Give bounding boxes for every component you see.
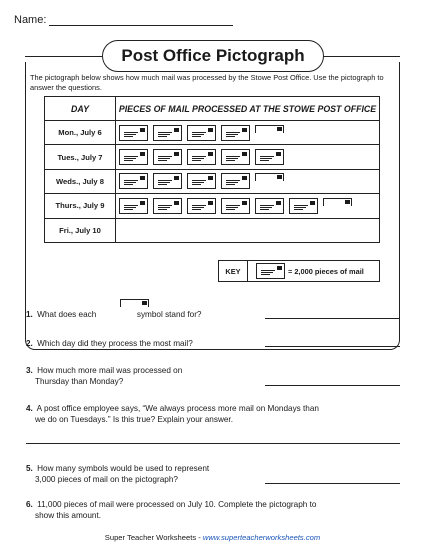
question-2 bbox=[26, 338, 193, 349]
question-text: show this amount. bbox=[35, 511, 101, 520]
footer bbox=[0, 533, 425, 542]
question-text: Thursday than Monday? bbox=[35, 377, 124, 386]
key-label: KEY bbox=[219, 261, 248, 281]
pictograph-table bbox=[44, 96, 380, 243]
envelope-icon bbox=[153, 149, 182, 165]
envelope-icon bbox=[153, 125, 182, 141]
envelope-icon bbox=[187, 173, 216, 189]
question-text: How much more mail was processed on bbox=[37, 366, 183, 375]
half-envelope-icon bbox=[255, 125, 284, 141]
envelope-icon bbox=[187, 198, 216, 214]
question-text: What does each bbox=[37, 310, 97, 319]
question-text: we do on Tuesdays.” Is this true? Explain your answer. bbox=[35, 415, 233, 424]
question-number: 1. bbox=[26, 310, 33, 319]
question-number: 6. bbox=[26, 500, 33, 509]
answer-line-3[interactable] bbox=[265, 385, 400, 386]
question-number: 4. bbox=[26, 404, 33, 413]
envelope-icon bbox=[187, 125, 216, 141]
name-line[interactable] bbox=[49, 14, 233, 26]
question-4 bbox=[26, 403, 319, 425]
day-label: Thurs., July 9 bbox=[45, 194, 116, 218]
question-text: Which day did they process the most mail? bbox=[37, 339, 193, 348]
name-field bbox=[14, 14, 233, 26]
table-row bbox=[45, 145, 380, 169]
question-text: How many symbols would be used to represent bbox=[37, 464, 210, 473]
question-text: A post office employee says, “We always process more mail on Mondays than bbox=[36, 404, 319, 413]
name-label: Name: bbox=[14, 14, 47, 26]
envelope-icon bbox=[255, 149, 284, 165]
day-label: Weds., July 8 bbox=[45, 169, 116, 193]
envelope-icon bbox=[187, 149, 216, 165]
envelope-icon bbox=[221, 125, 250, 141]
envelope-icon bbox=[221, 198, 250, 214]
envelope-icon bbox=[221, 149, 250, 165]
half-envelope-icon bbox=[323, 198, 352, 214]
answer-line-2[interactable] bbox=[265, 346, 400, 347]
answer-line-5[interactable] bbox=[265, 483, 400, 484]
question-number: 2. bbox=[26, 339, 33, 348]
envelope-icon bbox=[153, 198, 182, 214]
question-text: 3,000 pieces of mail on the pictograph? bbox=[35, 475, 178, 484]
day-label: Mon., July 6 bbox=[45, 121, 116, 145]
footer-text: Super Teacher Worksheets - bbox=[104, 533, 203, 542]
key-box bbox=[218, 260, 380, 282]
day-label: Fri., July 10 bbox=[45, 218, 116, 242]
table-row bbox=[45, 169, 380, 193]
question-text: symbol stand for? bbox=[136, 310, 202, 319]
footer-link[interactable]: www.superteacherworksheets.com bbox=[202, 533, 321, 542]
question-6 bbox=[26, 499, 316, 521]
mail-icons-cell[interactable] bbox=[116, 121, 380, 145]
envelope-icon bbox=[119, 125, 148, 141]
key-value-text: = 2,000 pieces of mail bbox=[288, 266, 364, 276]
mail-column-header: PIECES OF MAIL PROCESSED AT THE STOWE POST OFFICE bbox=[116, 97, 380, 121]
envelope-icon bbox=[153, 173, 182, 189]
mail-icons-cell[interactable] bbox=[116, 218, 380, 242]
envelope-icon bbox=[119, 198, 148, 214]
mail-icons-cell[interactable] bbox=[116, 145, 380, 169]
envelope-icon bbox=[119, 149, 148, 165]
envelope-icon bbox=[255, 198, 284, 214]
envelope-icon bbox=[221, 173, 250, 189]
table-row bbox=[45, 194, 380, 218]
half-envelope-icon bbox=[255, 173, 284, 189]
envelope-icon bbox=[256, 263, 285, 279]
day-column-header: DAY bbox=[45, 97, 116, 121]
mail-icons-cell[interactable] bbox=[116, 194, 380, 218]
day-label: Tues., July 7 bbox=[45, 145, 116, 169]
envelope-icon bbox=[289, 198, 318, 214]
table-header-row bbox=[45, 97, 380, 121]
question-number: 5. bbox=[26, 464, 33, 473]
question-5 bbox=[26, 463, 209, 485]
answer-line-4[interactable] bbox=[26, 443, 400, 444]
intro-text: The pictograph below shows how much mail was processed by the Stowe Post Office. Use the pictograph to answer the questions. bbox=[30, 73, 384, 92]
table-row bbox=[45, 121, 380, 145]
mail-icons-cell[interactable] bbox=[116, 169, 380, 193]
envelope-icon bbox=[120, 299, 149, 315]
answer-line-1[interactable] bbox=[265, 318, 400, 319]
table-row bbox=[45, 218, 380, 242]
question-3 bbox=[26, 365, 182, 387]
question-1 bbox=[26, 309, 201, 320]
question-number: 3. bbox=[26, 366, 33, 375]
question-text: 11,000 pieces of mail were processed on July 10. Complete the pictograph to bbox=[37, 500, 317, 509]
envelope-icon bbox=[119, 173, 148, 189]
page-title: Post Office Pictograph bbox=[102, 40, 324, 72]
